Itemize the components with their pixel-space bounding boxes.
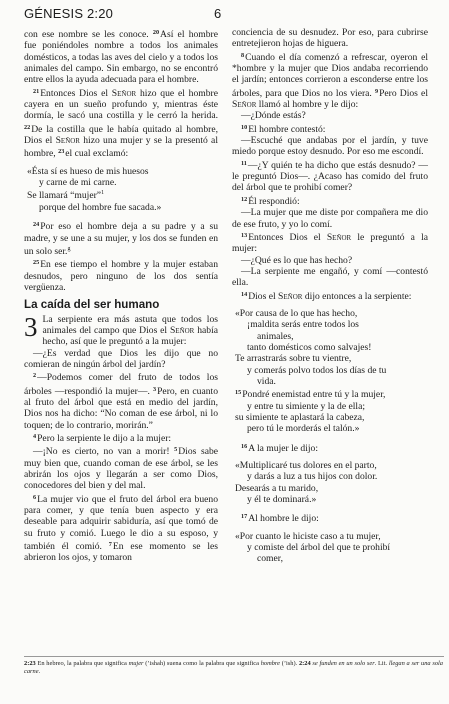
footnote-marker: 1 (101, 190, 105, 197)
paragraph (232, 511, 428, 524)
left-column (24, 27, 218, 564)
text: Cuando el día comenzó a refrescar, oyeron el *hombre y la mujer que Dios andaba recorriendo el jardín; entonces corrieron a esconderse entre los árboles, para que Dios no los viera. (232, 51, 428, 99)
poem-line: animales, (257, 330, 294, 342)
paragraph (232, 122, 428, 135)
poem-line: «Por cuanto le hiciste caso a tu mujer, (235, 530, 381, 542)
paragraph: —Escuché que andabas por el jardín, y tuve miedo porque estoy desnudo. Por eso me escondí. (232, 135, 428, 158)
paragraph: —¿Es verdad que Dios les dijo que no comieran de ningún árbol del jardín? (24, 347, 218, 370)
poem-line: su simiente te aplastará la cabeza, (235, 412, 365, 423)
verse-number: 2 (33, 372, 37, 380)
verse-number: 7 (108, 541, 112, 549)
paragraph (24, 431, 218, 444)
text: hizo que el hombre cayera en un sueño profundo y, mientras éste dormía, le sacó una costilla y le cerró la herida. (24, 87, 218, 122)
text: Pero la serpiente le dijo a la mujer: (37, 433, 172, 444)
verse-number: 23 (58, 148, 65, 156)
verse-number: 9 (374, 87, 379, 95)
footnotes (24, 660, 443, 676)
text: Pero Dios el (379, 87, 428, 99)
footnote-reference: 2:23 (24, 660, 36, 667)
footnote-divider (24, 656, 444, 657)
text: Dios sabe muy bien que, cuando coman de ese árbol, se les abrirán los ojos y llegarán a ser como Dios, conocedores del bien y del mal. (24, 446, 219, 492)
verse-number: 14 (241, 290, 248, 298)
paragraph (24, 219, 218, 257)
text: llamó al hombre y le dijo: (256, 99, 359, 111)
divine-name: Señor (278, 290, 303, 302)
paragraph (232, 158, 428, 194)
poem-block (232, 531, 428, 565)
text: Dios el (248, 290, 279, 302)
poem-line: y carne de mi carne. (39, 177, 117, 189)
text: Él respondió: (248, 195, 300, 207)
poem-line: ¡maldita serás entre todos los (247, 319, 359, 331)
verse-number: 3 (153, 385, 157, 393)
paragraph (24, 492, 218, 564)
verse-number: 13 (241, 231, 248, 239)
verse-number: 5 (174, 446, 178, 454)
running-header-reference: GÉNESIS 2:20 (24, 6, 114, 21)
text: Así el hombre fue poniéndoles nombre a todos los animales domésticos, a todas las aves del cielo y a todos los animales del campo. Sin embargo, no se encontró entre ellos la ayuda adecuada para el hombre. (24, 29, 218, 86)
text: Pero, en cuanto al fruto del árbol que está en medio del jardín, Dios nos ha dicho: “No coman de ese árbol, ni lo toquen; de lo contrario, morirán.” (24, 385, 218, 431)
paragraph: —¿Qué es lo que has hecho? (241, 254, 353, 266)
poem-line: Desearás a tu marido, (235, 482, 319, 494)
verse-number: 22 (24, 123, 31, 131)
paragraph (24, 370, 218, 431)
verse-number: 24 (33, 221, 40, 229)
poem-line (24, 188, 218, 201)
divine-name: Señor (55, 135, 80, 147)
text: con ese nombre se les conoce. (24, 29, 153, 40)
verse-number: 17 (241, 513, 248, 521)
text: Entonces Dios el (248, 231, 327, 243)
text: De la costilla que le había quitado al hombre, Dios el (24, 123, 218, 147)
verse-number: 15 (235, 389, 242, 397)
paragraph (24, 27, 218, 86)
verse-number: 11 (241, 159, 247, 167)
divine-name: Señor (326, 231, 352, 243)
right-column (232, 27, 428, 571)
verse-number: 6 (33, 493, 37, 501)
divine-name: Señor (232, 99, 257, 111)
text: el cual exclamó: (65, 148, 129, 160)
footnote-reference: 2:24 (298, 660, 311, 667)
text: Por eso el hombre deja a su padre y a su madre, y se une a su mujer, y los dos se funden en un solo ser. (24, 221, 218, 257)
poem-line: comer, (257, 553, 283, 565)
poem-block (232, 308, 428, 435)
chapter-number: 3 (24, 311, 38, 342)
verse-number: 16 (241, 442, 248, 450)
poem-line (232, 387, 428, 400)
section-heading: La caída del ser humano (24, 298, 160, 312)
paragraph (232, 230, 428, 255)
paragraph (24, 444, 218, 491)
text: (’ish). (280, 660, 299, 667)
page-number: 6 (214, 6, 222, 21)
text: se funden en un solo ser (310, 660, 375, 667)
text: La serpiente era más astuta que todos los animales del campo que Dios el (42, 313, 218, 336)
text: . (38, 668, 41, 675)
text: A la mujer le dijo: (248, 442, 318, 454)
divine-name: Señor (111, 87, 137, 99)
verse-number: 8 (241, 51, 245, 59)
paragraph (24, 257, 218, 293)
paragraph (24, 86, 218, 160)
verse-number: 21 (33, 87, 40, 95)
poem-line: y darás a luz a tus hijos con dolor. (247, 471, 378, 483)
divine-name: Señor (169, 324, 195, 336)
text: El hombre contestó: (248, 123, 326, 135)
paragraph (232, 289, 428, 302)
text: llegan a ser una sola carne (24, 660, 443, 675)
text: hombre (260, 660, 281, 667)
poem-block (232, 460, 428, 505)
text: (’ishah) suena como la palabra que significa (143, 660, 261, 667)
paragraph: —La mujer que me diste por compañera me dio de ese fruto, y yo lo comí. (232, 207, 428, 230)
text: En ese momento se les abrieron los ojos, y tomaron (24, 541, 218, 564)
text: En ese tiempo el hombre y la mujer estaban desnudos, pero ninguno de los dos sentía vergüenza. (24, 259, 218, 293)
text: Se llamará “mujer” (27, 190, 102, 202)
footnote-marker: g (67, 245, 71, 252)
poem-line: pero tú le morderás el talón.» (247, 423, 360, 435)
text: La mujer vio que el fruto del árbol era bueno para comer, y que tenía buen aspecto y era deseable para adquirir sabiduría, así que tomó de su fruto y comió. Luego le dio a su esposo, y también él comió. (24, 493, 218, 553)
poem-line: «Por causa de lo que has hecho, (235, 307, 358, 319)
text: Al hombre le dijo: (248, 513, 319, 525)
verse-number: 12 (241, 195, 248, 203)
paragraph: conciencia de su desnudez. Por eso, para cubrirse entretejieron hojas de higuera. (232, 27, 428, 50)
text: Pondré enemistad entre tú y la mujer, (242, 389, 386, 401)
verse-number: 20 (152, 29, 160, 36)
text: había hecho, así que le preguntó a la mujer: (42, 324, 218, 348)
paragraph (232, 441, 428, 454)
text: —Podemos comer del fruto de todos los árboles —respondió la mujer—. (24, 372, 218, 397)
paragraph: —La serpiente me engañó, y comí —contestó ella. (232, 265, 428, 289)
page-header (24, 6, 425, 22)
poem-line: Te arrastrarás sobre tu vientre, (235, 353, 352, 365)
paragraph (24, 311, 218, 348)
poem-line: porque del hombre fue sacada.» (39, 201, 162, 213)
text: le preguntó a la mujer: (232, 231, 428, 255)
text: —¿Y quién te ha dicho que estás desnudo? —le preguntó Dios—. ¿Acaso has comido del fruto del árbol que te prohibí comer? (232, 159, 428, 194)
poem-line: tanto domésticos como salvajes! (247, 341, 372, 353)
text: dijo entonces a la serpiente: (302, 290, 412, 302)
verse-number: 25 (33, 259, 40, 267)
paragraph (232, 194, 428, 207)
verse-number: 4 (33, 433, 37, 440)
poem-line: vida. (257, 375, 276, 387)
poem-line: y comerás polvo todos los días de tu (247, 364, 387, 376)
text: hizo una mujer y se la presentó al hombre, (24, 135, 218, 160)
verse-number: 10 (241, 123, 248, 131)
text: —¡No es cierto, no van a morir! (33, 446, 175, 458)
poem-line: «Multiplicaré tus dolores en el parto, (235, 460, 377, 472)
text: . Lit. (374, 660, 389, 667)
text: Entonces Dios el (40, 87, 112, 99)
poem-line: y entre tu simiente y la de ella; (247, 400, 366, 412)
text: En hebreo, la palabra que significa (35, 660, 129, 667)
paragraph (232, 50, 428, 111)
poem-line: «Ésta sí es hueso de mis huesos (27, 165, 149, 177)
paragraph: —¿Dónde estás? (241, 110, 306, 122)
poem-line: y comiste del árbol del que te prohibí (247, 542, 391, 554)
text: mujer (128, 660, 144, 667)
poem-line: y él te dominará.» (247, 494, 317, 506)
poem-block (24, 166, 218, 213)
